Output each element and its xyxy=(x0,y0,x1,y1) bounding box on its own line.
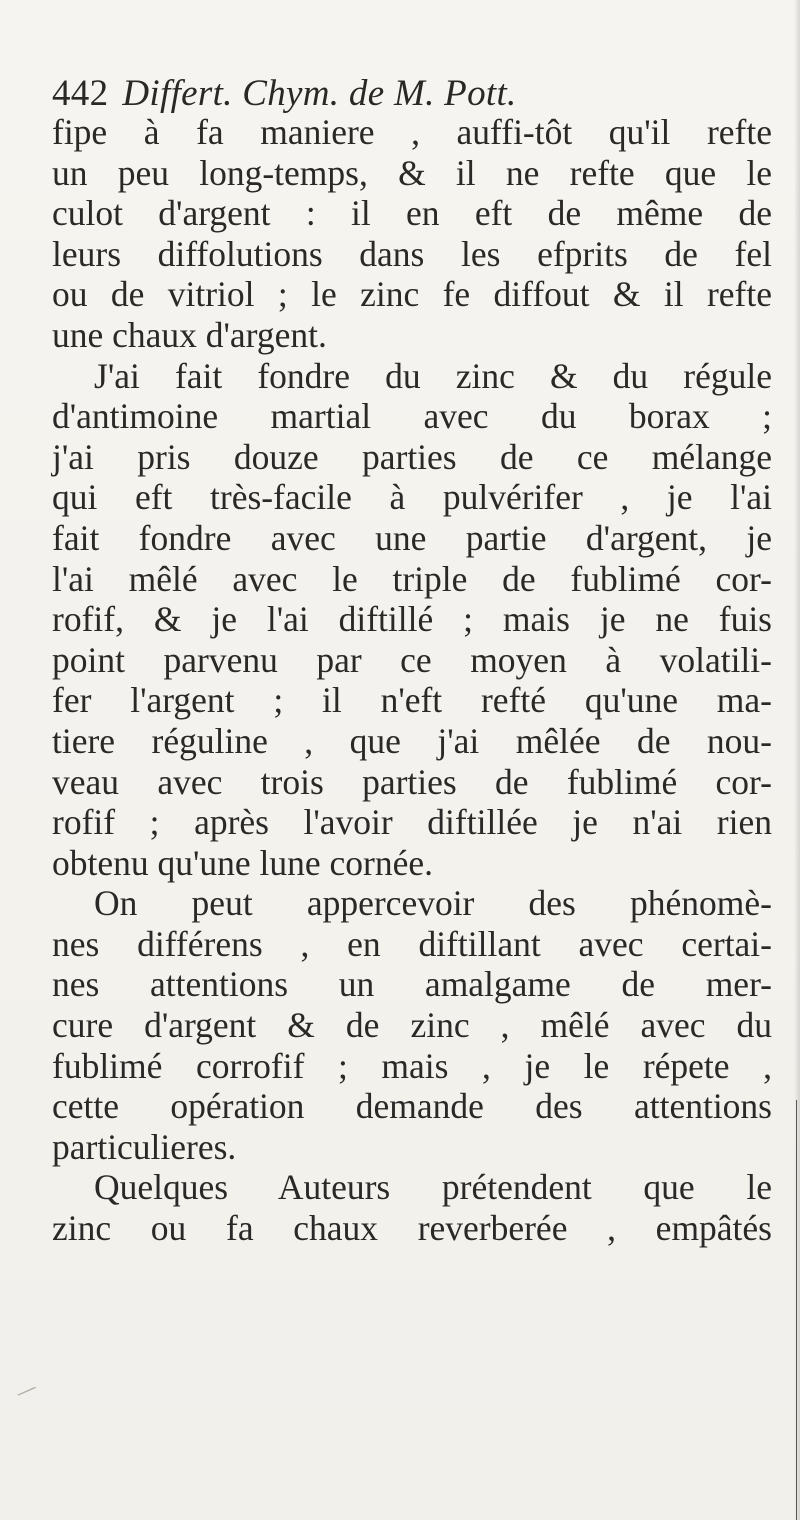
text-line: l'ai mêlé avec le triple de fublimé cor- xyxy=(52,558,772,599)
running-head xyxy=(52,72,517,115)
paragraph-end-line: particulieres. xyxy=(52,1126,237,1167)
stray-mark: ⁄ xyxy=(17,1381,35,1404)
text-line: point parvenu par ce moyen à volatili- xyxy=(52,639,772,680)
text-line: culot d'argent : il en eft de même de xyxy=(52,193,772,234)
paragraph-end-line: une chaux d'argent. xyxy=(52,314,327,355)
text-line: veau avec trois parties de fublimé cor- xyxy=(52,761,772,802)
text-line: un peu long-temps, & il ne refte que le xyxy=(52,152,772,193)
text-line: ou de vitriol ; le zinc fe diffout & il refte xyxy=(52,274,772,315)
text-line: zinc ou fa chaux reverberée , empâtés xyxy=(52,1208,772,1249)
body-text xyxy=(52,112,772,1249)
text-line: fipe à fa maniere , auffi-tôt qu'il refte xyxy=(52,112,772,152)
running-title: Differt. Chym. de M. Pott. xyxy=(122,73,517,114)
text-line: fait fondre avec une partie d'argent, je xyxy=(52,517,772,558)
page-edge-line xyxy=(796,1100,797,1520)
text-line: cure d'argent & de zinc , mêlé avec du xyxy=(52,1005,772,1046)
text-line: d'antimoine martial avec du borax ; xyxy=(52,396,772,437)
paragraph-end-line: obtenu qu'une lune cornée. xyxy=(52,842,433,883)
text-line: j'ai pris douze parties de ce mélange xyxy=(52,436,772,477)
page-edge-shadow xyxy=(794,0,800,1520)
text-line: nes différens , en diftillant avec certai- xyxy=(52,923,772,964)
text-line: qui eft très-facile à pulvérifer , je l'ai xyxy=(52,477,772,518)
text-line: leurs diffolutions dans les efprits de fel xyxy=(52,233,772,274)
text-line: tiere réguline , que j'ai mêlée de nou- xyxy=(52,720,772,761)
text-line: cette opération demande des attentions xyxy=(52,1086,772,1127)
text-line: nes attentions un amalgame de mer- xyxy=(52,964,772,1005)
text-line: fublimé corrofif ; mais , je le répete , xyxy=(52,1045,772,1086)
paragraph-start-line: J'ai fait fondre du zinc & du régule xyxy=(94,355,772,396)
page-number: 442 xyxy=(52,73,109,114)
text-line: rofif, & je l'ai diftillé ; mais je ne fuis xyxy=(52,599,772,640)
text-line: fer l'argent ; il n'eft refté qu'une ma- xyxy=(52,680,772,721)
paragraph-start-line: On peut appercevoir des phénomè- xyxy=(94,883,772,924)
paragraph-start-line: Quelques Auteurs prétendent que le xyxy=(94,1167,772,1208)
text-line: rofif ; après l'avoir diftillée je n'ai rien xyxy=(52,802,772,843)
